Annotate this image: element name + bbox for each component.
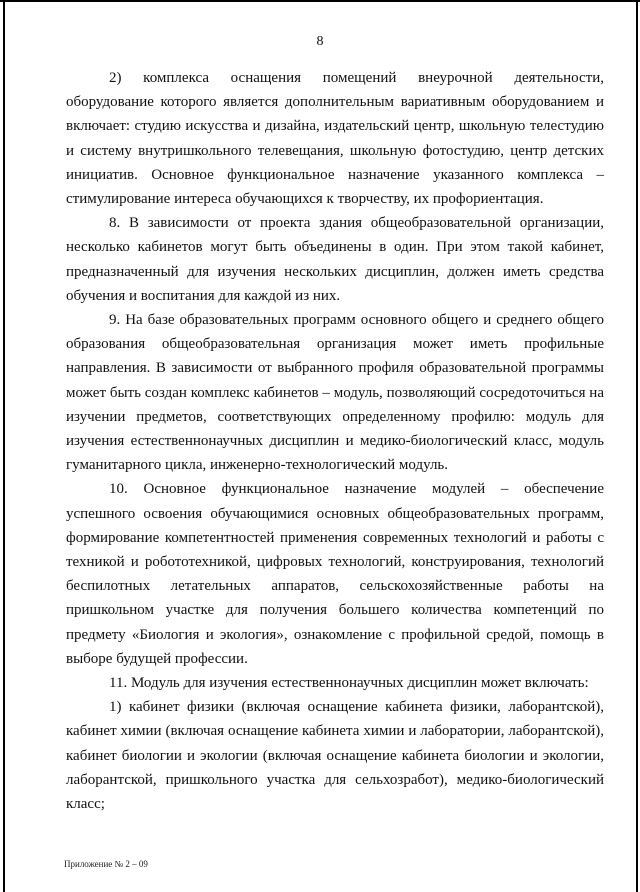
- document-body: [66, 66, 604, 816]
- paragraph-2: 8. В зависимости от проекта здания общеобразовательной организации, несколько кабинетов могут быть объединены в один. При этом такой кабинет, предназначенный для изучения нескольких дисциплин, должен иметь средства обучения и воспитания для каждой из них.: [66, 215, 604, 304]
- paragraph-3: 9. На базе образовательных программ основного общего и среднего общего образования общеобразовательная организация может иметь профильные направления. В зависимости от выбранного профиля образовательной программы может быть создан комплекс кабинетов – модуль, позволяющий сосредоточиться на изучении предметов, соответствующих определенному профилю: модуль для изучения естественнонаучных дисциплин и медико-биологический класс, модуль гуманитарного цикла, инженерно-технологический модуль.: [66, 312, 604, 474]
- scan-border-top: [0, 0, 640, 2]
- page-number: 8: [316, 34, 324, 49]
- scan-border-left: [3, 0, 5, 892]
- paragraph-1: 2) комплекса оснащения помещений внеурочной деятельности, оборудование которого является дополнительным вариативным оборудованием и включает: студию искусства и дизайна, издательский центр, школьную телестудию и систему внутришкольного телевещания, школьную фотостудию, центр детских инициатив. Основное функциональное назначение указанного комплекса – стимулирование интереса обучающихся к творчеству, их профориентация.: [66, 70, 604, 208]
- page-footer: Приложение № 2 – 09: [64, 859, 148, 869]
- paragraph-4: 10. Основное функциональное назначение модулей – обеспечение успешного освоения обучающимися основных общеобразовательных программ, формирование компетентностей применения современных технологий и работы с техникой и робототехникой, цифровых технологий, конструирования, технологий беспилотных летательных аппаратов, сельскохозяйственные работы на пришкольном участке для получения большего количества компетенций по предмету «Биология и экология», ознакомление с профильной средой, помощь в выборе будущей профессии.: [66, 481, 604, 667]
- scan-border-right: [636, 0, 638, 892]
- paragraph-6: 1) кабинет физики (включая оснащение кабинета физики, лаборантской), кабинет химии (включая оснащение кабинета химии и лаборатории, лаборантской), кабинет биологии и экологии (включая оснащение кабинета биологии и экологии, лаборантской, пришкольного участка для сельхозработ), медико-биологический класс;: [66, 699, 604, 813]
- paragraph-5: 11. Модуль для изучения естественнонаучных дисциплин может включать:: [109, 675, 589, 692]
